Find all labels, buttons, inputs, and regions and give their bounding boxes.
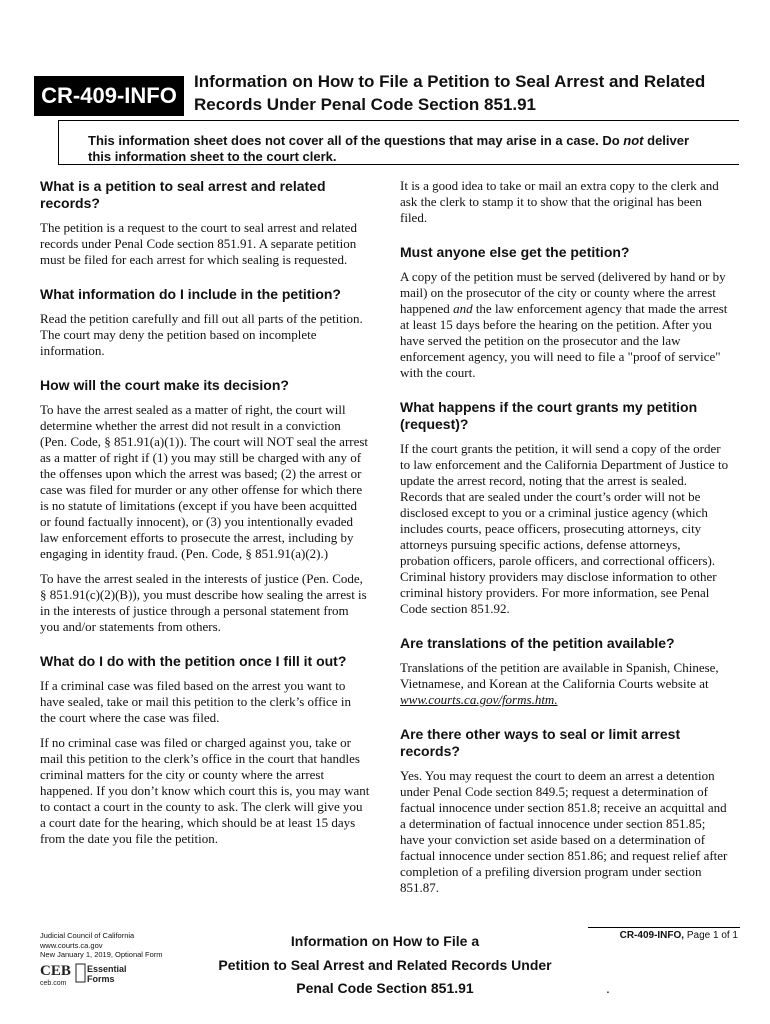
paragraph-part: the law enforcement agency that made the arrest at least 15 days before the hearing on the petition. After you have served the petition on the prosecutor and the law enforcement agency, you will need to file a "proof of service" with the court.	[400, 301, 728, 380]
title-line-2: Records Under Penal Code Section 851.91	[194, 95, 537, 114]
section-heading: What do I do with the petition once I fill it out?	[40, 653, 347, 669]
council-site: www.courts.ca.gov	[40, 940, 103, 950]
council-name: Judicial Council of California	[40, 931, 135, 940]
paragraph: If no criminal case was filed or charged against you, take or mail this petition to the clerk’s office in the court that handles criminal matters for the city or county where the arrest happened. If you don’t know which court this is, you may want to contact a court in the county to ask. The clerk will give you a court date for the hearing, which should be at least 15 days from the date you file the petition.	[40, 735, 370, 846]
section-heading: What is a petition to seal arrest and related records?	[40, 178, 326, 211]
paragraph	[400, 269, 730, 381]
form-id-badge: CR-409-INFO	[34, 76, 184, 116]
footer-title-line-1: Information on How to File a	[290, 933, 480, 949]
paragraph: Read the petition carefully and fill out all parts of the petition. The court may deny the petition based on incomplete information.	[40, 311, 363, 358]
forms-website-link[interactable]: www.courts.ca.gov/forms.htm.	[400, 692, 558, 707]
footer-form-id: CR-409-INFO,	[619, 930, 685, 941]
section-heading: What happens if the court grants my petition (request)?	[400, 399, 698, 432]
page-number: Page 1 of 1	[684, 930, 738, 941]
footer-info	[40, 931, 163, 960]
page-indicator	[590, 930, 738, 941]
paragraph: Yes. You may request the court to deem an arrest a detention under Penal Code section 849.5; request a determination of factual innocence under section 851.8; receive an acquittal and a determination of factual innocence under section 851.85; have your conviction set aside based on a determination of factual innocence under section 851.86; and request relief after completion of a prefiling diversion program under section 851.87.	[400, 768, 728, 895]
form-date: New January 1, 2019, Optional Form	[40, 950, 163, 959]
footer-title-line-2: Petition to Seal Arrest and Related Records Under	[218, 956, 552, 973]
section-heading: Must anyone else get the petition?	[400, 244, 630, 260]
paragraph-emphasis: and	[453, 301, 473, 316]
title-line-1: Information on How to File a Petition to Seal Arrest and Related	[194, 72, 706, 91]
paragraph: To have the arrest sealed as a matter of right, the court will determine whether the arrest did not result in a conviction (Pen. Code, § 851.91(a)(1)). The court will NOT seal the arrest as a matter of right if (1) you may still be charged with any of the offenses upon which the arrest was based; (2) the arrest or case was filed for murder or any other offense for which there is no statute of limitations (except if you have been acquitted or found factually innocent), or (3) you intentionally evaded law enforcement efforts to prosecute the arrest, including by engaging in identity fraud. (Pen. Code, § 851.91(a)(2).)	[40, 402, 369, 561]
essential-logo-text: Essential	[87, 964, 127, 974]
footer-rule	[588, 927, 740, 928]
paragraph: If a criminal case was filed based on the arrest you want to have sealed, take or mail this petition to the clerk’s office in the court where the case was filed.	[40, 678, 351, 725]
paragraph: To have the arrest sealed in the interests of justice (Pen. Code, § 851.91(c)(2)(B)), you must describe how sealing the arrest is in the interests of justice through a personal statement from you and/or statements from others.	[40, 571, 367, 634]
paragraph: The petition is a request to the court to seal arrest and related records under Penal Code section 851.91. A separate petition must be filed for each arrest for which sealing is requested.	[40, 220, 357, 267]
notice-text	[88, 133, 698, 165]
paragraph: It is a good idea to take or mail an extra copy to the clerk and ask the clerk to stamp it to show that the original has been filed.	[400, 178, 719, 225]
left-column	[40, 178, 370, 856]
page-title	[194, 70, 734, 116]
paragraph: If the court grants the petition, it will send a copy of the order to law enforcement and the California Department of Justice to update the arrest record, noting that the arrest is sealed. Records that are sealed under the court’s order will not be disclosed except to you or a criminal justice agency (which includes courts, peace officers, prosecuting attorneys, city attorneys pursuing specific actions, defense attorneys, probation officers, parole officers, and correctional officers). Criminal history providers may disclose information to other criminal history providers. For more information, see Penal Code section 851.92.	[400, 441, 729, 616]
paragraph-part: A copy of the petition must be served (delivered by hand or by mail) on the prosecutor of the city or county where the arrest happened	[400, 269, 726, 316]
footer-title	[200, 930, 570, 1001]
paragraph-part: Translations of the petition are available in Spanish, Chinese, Vietnamese, and Korean at the California Courts website at	[400, 660, 719, 691]
ceb-logo-text: CEB	[40, 963, 71, 979]
notice-emphasis: not	[623, 133, 644, 148]
notice-part-2: deliver this information sheet to the court clerk.	[88, 133, 690, 164]
section-heading: Are there other ways to seal or limit arrest records?	[400, 726, 681, 759]
paragraph	[400, 660, 730, 708]
section-heading: What information do I include in the petition?	[40, 286, 341, 302]
essential-forms-mark-icon	[76, 964, 85, 982]
trailing-dot: .	[606, 980, 610, 996]
forms-logo-text: Forms	[87, 974, 115, 984]
ceb-url-text: ceb.com	[40, 980, 67, 987]
notice-part-1: This information sheet does not cover all of the questions that may arise in a case. Do	[88, 133, 624, 148]
section-heading: Are translations of the petition available?	[400, 635, 675, 651]
publisher-logos	[40, 960, 130, 988]
right-column	[400, 178, 730, 905]
section-heading: How will the court make its decision?	[40, 377, 289, 393]
footer-title-line-3: Penal Code Section 851.91	[296, 980, 474, 996]
